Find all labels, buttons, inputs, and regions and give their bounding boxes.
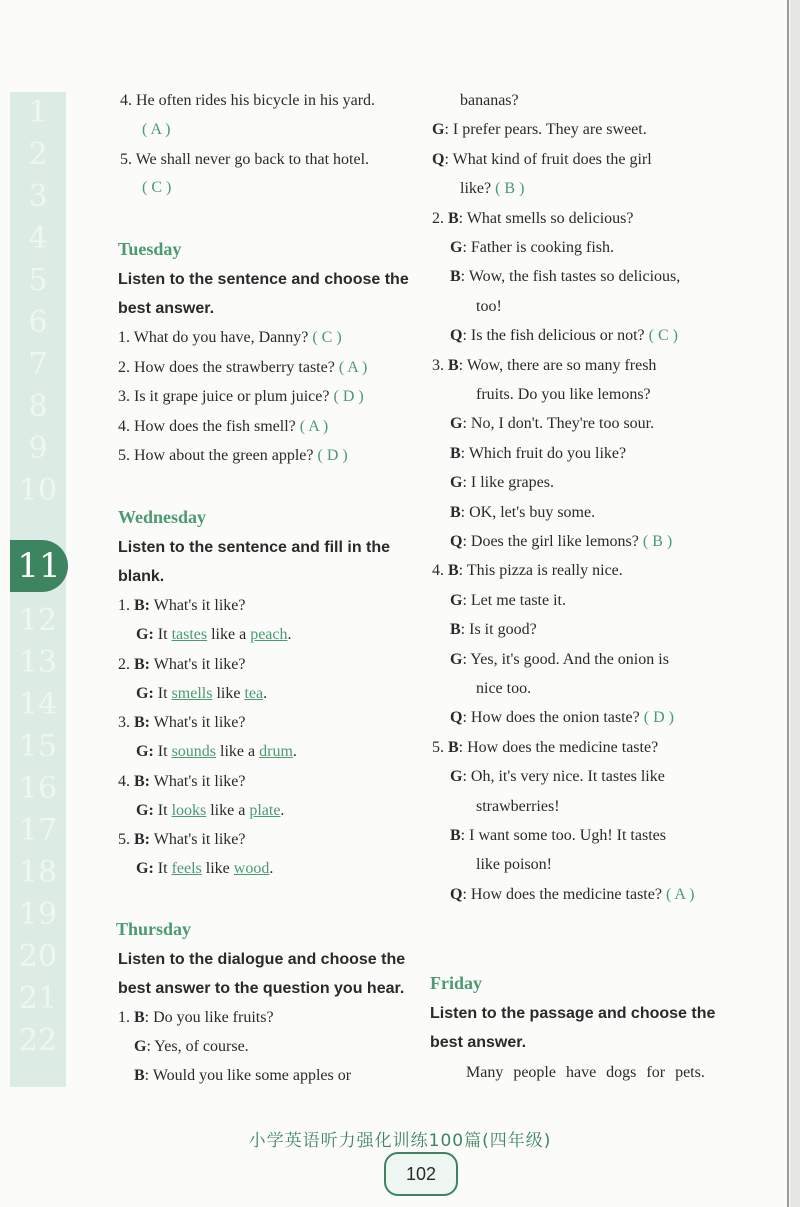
dialogue-text: Q: How does the onion taste? — [450, 709, 640, 727]
dialogue-text: nice too. — [476, 680, 532, 697]
item-number: 2. — [118, 655, 130, 673]
g-text: like — [216, 684, 241, 702]
answer-choice: ( D ) — [317, 447, 348, 464]
b-text: What's it like? — [153, 655, 246, 673]
chapter-tab: 5 — [28, 263, 48, 298]
answer-blank: smells — [171, 684, 213, 702]
answer-choice: ( C ) — [312, 329, 342, 346]
dialogue-line — [450, 239, 614, 257]
wednesday-instruction-2: blank. — [118, 568, 165, 585]
chapter-tab: 4 — [28, 221, 48, 256]
thursday-line-3: B: Would you like some apples or — [134, 1067, 352, 1084]
chapter-tab: 9 — [28, 431, 48, 466]
dialogue-line — [450, 886, 694, 904]
dialogue-text: like? — [460, 180, 492, 198]
dialogue-line — [450, 768, 665, 786]
dialogue-line — [476, 798, 560, 816]
chapter-tab: 10 — [18, 473, 58, 508]
thursday-instruction-1: Listen to the dialogue and choose the — [118, 951, 406, 968]
b-text: What's it like? — [153, 714, 246, 731]
dialogue-text: G: I prefer pears. They are sweet. — [432, 121, 647, 139]
chapter-tab: 15 — [18, 729, 58, 764]
dialogue-text: Q: Does the girl like lemons? — [450, 533, 639, 550]
dialogue-line — [476, 386, 651, 404]
dialogue-line — [432, 151, 652, 169]
dialogue-text: Q: What kind of fruit does the girl — [432, 150, 652, 168]
dialogue-text: G: No, I don't. They're too sour. — [450, 415, 655, 433]
tuesday-heading: Tuesday — [118, 239, 182, 259]
friday-heading: Friday — [430, 973, 482, 993]
g-text: like — [205, 860, 230, 877]
dialogue-text: too! — [476, 297, 502, 315]
dialogue-line — [450, 415, 654, 433]
thursday-line-1: 1. B: Do you like fruits? — [118, 1009, 274, 1026]
dialogue-line — [460, 92, 519, 110]
dialogue-line — [450, 592, 566, 610]
wednesday-g-line: G: It smells like tea. — [136, 684, 268, 702]
wednesday-b-line: 1. B: What's it like? — [118, 597, 246, 614]
chapter-tab: 1 — [28, 95, 48, 130]
dialogue-text: B: Is it good? — [450, 621, 537, 639]
chapter-tab: 22 — [18, 1023, 58, 1058]
g-text: like a — [210, 801, 246, 819]
g-text: It — [157, 626, 168, 643]
dialogue-line — [450, 445, 626, 463]
friday-instruction-2: best answer. — [430, 1034, 527, 1051]
dialogue-text: G: Yes, it's good. And the onion is — [450, 650, 669, 668]
chapter-tab: 8 — [28, 389, 48, 424]
thursday-instruction-2: best answer to the question you hear. — [118, 980, 405, 997]
item-number: 1. — [118, 597, 130, 614]
dialogue-text: B: OK, let's buy some. — [450, 503, 596, 521]
chapter-tab: 2 — [28, 137, 48, 172]
b-text: What's it like? — [153, 831, 246, 848]
dialogue-text: G: Let me taste it. — [450, 591, 566, 609]
chapter-tab: 18 — [18, 855, 58, 890]
tuesday-item — [118, 359, 367, 377]
dialogue-text: bananas? — [460, 92, 519, 109]
wednesday-g-line: G: It sounds like a drum. — [136, 743, 297, 760]
answer-blank: drum — [259, 743, 293, 760]
answer-blank: peach — [250, 626, 288, 643]
page-edge-line — [787, 0, 789, 1207]
tuesday-item — [118, 388, 364, 406]
friday-instruction-1: Listen to the passage and choose the — [430, 1005, 716, 1022]
dialogue-text: B: I want some too. Ugh! It tastes — [450, 827, 666, 844]
friday-passage: Many people have dogs for pets. — [466, 1064, 705, 1081]
dialogue-line — [450, 504, 595, 522]
g-text: It — [157, 801, 168, 819]
page-number: 102 — [384, 1152, 458, 1196]
wednesday-g-line: G: It feels like wood. — [136, 860, 274, 877]
mon-answer-5: ( C ) — [142, 179, 172, 196]
tuesday-item — [118, 329, 342, 347]
dialogue-line — [476, 680, 531, 698]
wednesday-b-line: 3. B: What's it like? — [118, 714, 246, 731]
answer-choice: ( C ) — [648, 327, 678, 345]
b-text: What's it like? — [153, 772, 246, 790]
dialogue-line — [476, 298, 502, 316]
answer-blank: plate — [249, 801, 281, 819]
g-text: It — [157, 743, 168, 760]
book-title: 小学英语听力强化训练100篇(四年级) — [248, 1131, 552, 1151]
g-text: It — [157, 860, 168, 877]
answer-blank: wood — [233, 860, 270, 877]
dialogue-line — [432, 121, 647, 139]
answer-blank: tea — [244, 684, 264, 702]
chapter-tab: 3 — [28, 179, 48, 214]
item-number: 3. — [118, 714, 130, 731]
page-edge — [790, 0, 800, 1207]
dialogue-text: strawberries! — [476, 797, 560, 815]
b-text: What's it like? — [153, 597, 246, 614]
dialogue-line — [476, 856, 552, 874]
dialogue-text: fruits. Do you like lemons? — [476, 386, 651, 403]
question-text: 3. Is it grape juice or plum juice? — [118, 388, 330, 405]
chapter-tab: 20 — [18, 939, 58, 974]
chapter-tab: 19 — [18, 897, 58, 932]
question-text: 1. What do you have, Danny? — [118, 329, 309, 346]
wednesday-b-line: 5. B: What's it like? — [118, 831, 246, 848]
dialogue-text: Q: How does the medicine taste? — [450, 885, 662, 903]
dialogue-text: G: Oh, it's very nice. It tastes like — [450, 768, 665, 786]
dialogue-line — [450, 827, 666, 845]
dialogue-text: 3. B: Wow, there are so many fresh — [432, 356, 657, 374]
dialogue-text: 4. B: This pizza is really nice. — [432, 562, 623, 580]
dialogue-line — [450, 474, 554, 492]
chapter-tab: 12 — [18, 603, 58, 638]
dialogue-line — [450, 268, 680, 286]
dialogue-text: 2. B: What smells so delicious? — [432, 209, 634, 227]
wednesday-b-line: 4. B: What's it like? — [118, 772, 246, 790]
wednesday-instruction-1: Listen to the sentence and fill in the — [118, 539, 391, 556]
dialogue-text: G: Father is cooking fish. — [450, 239, 614, 256]
chapter-tab: 21 — [18, 981, 58, 1016]
question-text: 2. How does the strawberry taste? — [118, 358, 335, 376]
g-text: like a — [220, 743, 256, 760]
item-number: 4. — [118, 772, 130, 790]
dialogue-line — [450, 533, 672, 551]
thursday-heading: Thursday — [116, 919, 192, 939]
dialogue-text: like poison! — [476, 856, 552, 874]
thursday-line-2: G: Yes, of course. — [134, 1038, 249, 1055]
chapter-tab: 17 — [18, 813, 58, 848]
dialogue-line — [450, 621, 537, 639]
answer-choice: ( B ) — [495, 180, 525, 198]
dialogue-line — [460, 180, 524, 198]
dialogue-text: B: Wow, the fish tastes so delicious, — [450, 268, 681, 286]
dialogue-text: 5. B: How does the medicine taste? — [432, 738, 659, 756]
answer-choice: ( B ) — [642, 533, 673, 550]
tuesday-item — [118, 447, 348, 465]
chapter-tab-active: 11 — [10, 540, 68, 592]
chapter-tab: 7 — [28, 347, 48, 382]
dialogue-text: Q: Is the fish delicious or not? — [450, 327, 645, 345]
question-text: 4. How does the fish smell? — [118, 417, 296, 435]
tuesday-item — [118, 418, 328, 436]
item-number: 5. — [118, 831, 130, 848]
dialogue-line — [450, 327, 678, 345]
dialogue-line — [432, 210, 633, 228]
answer-blank: feels — [171, 860, 202, 877]
answer-blank: sounds — [171, 743, 217, 760]
question-text: 5. How about the green apple? — [118, 447, 314, 464]
wednesday-b-line: 2. B: What's it like? — [118, 655, 246, 673]
tuesday-instruction-2: best answer. — [118, 300, 215, 317]
dialogue-line — [432, 562, 623, 580]
answer-choice: ( D ) — [333, 388, 364, 405]
chapter-tab: 14 — [18, 687, 58, 722]
dialogue-line — [450, 651, 669, 669]
dialogue-line — [450, 709, 674, 727]
answer-blank: tastes — [171, 626, 208, 643]
wednesday-g-line: G: It tastes like a peach. — [136, 626, 292, 643]
chapter-tab: 16 — [18, 771, 58, 806]
mon-item-4: 4. He often rides his bicycle in his yard. — [120, 92, 376, 109]
chapter-tab: 6 — [28, 305, 48, 340]
mon-item-5: 5. We shall never go back to that hotel. — [120, 151, 370, 168]
chapter-tab: 13 — [18, 645, 58, 680]
tuesday-instruction-1: Listen to the sentence and choose the — [118, 271, 409, 288]
dialogue-text: G: I like grapes. — [450, 474, 554, 492]
g-text: It — [157, 684, 168, 702]
dialogue-text: B: Which fruit do you like? — [450, 444, 627, 462]
answer-choice: ( A ) — [338, 358, 368, 376]
g-text: like a — [211, 626, 247, 643]
answer-choice: ( A ) — [665, 885, 695, 903]
answer-blank: looks — [171, 801, 207, 819]
wednesday-heading: Wednesday — [118, 507, 207, 527]
answer-choice: ( D ) — [643, 709, 674, 727]
dialogue-line — [432, 739, 658, 757]
dialogue-line — [432, 357, 656, 375]
wednesday-g-line: G: It looks like a plate. — [136, 801, 285, 819]
answer-choice: ( A ) — [299, 417, 329, 435]
mon-answer-4: ( A ) — [142, 121, 171, 138]
